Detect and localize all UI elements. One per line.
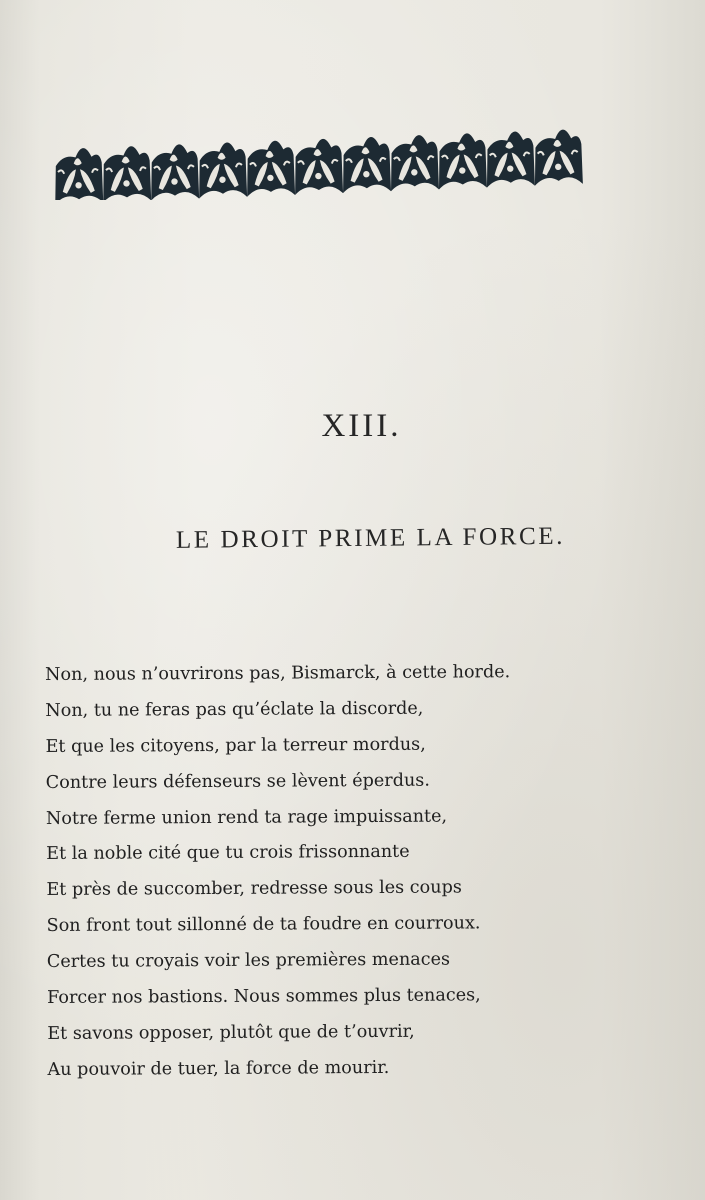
poem-line: Contre leurs défenseurs se lèvent éperdus. <box>45 770 430 793</box>
poem-line: Et savons opposer, plutôt que de t’ouvrir, <box>47 1021 415 1044</box>
poem-line: Et la noble cité que tu crois frissonnante <box>46 842 410 865</box>
poem-line: Notre ferme union rend ta rage impuissante, <box>45 806 448 829</box>
poem-line: Forcer nos bastions. Nous sommes plus tenaces, <box>47 985 481 1009</box>
poem-line: Non, tu ne feras pas qu’éclate la discorde, <box>45 698 424 721</box>
chapter-number: XIII. <box>321 408 402 444</box>
decorative-headband-ornament <box>54 116 586 200</box>
poem-line: Certes tu croyais voir les premières menaces <box>46 949 451 973</box>
poem-line: Au pouvoir de tuer, la force de mourir. <box>47 1057 390 1080</box>
chapter-title: LE DROIT PRIME LA FORCE. <box>175 522 566 554</box>
poem-text <box>45 654 668 1088</box>
poem-line: Et près de succomber, redresse sous les coups <box>46 877 462 901</box>
poem-line: Non, nous n’ouvrirons pas, Bismarck, à cette horde. <box>45 662 511 685</box>
poem-line: Son front tout sillonné de ta foudre en courroux. <box>46 913 481 937</box>
poem-line: Et que les citoyens, par la terreur mordus, <box>45 734 426 757</box>
